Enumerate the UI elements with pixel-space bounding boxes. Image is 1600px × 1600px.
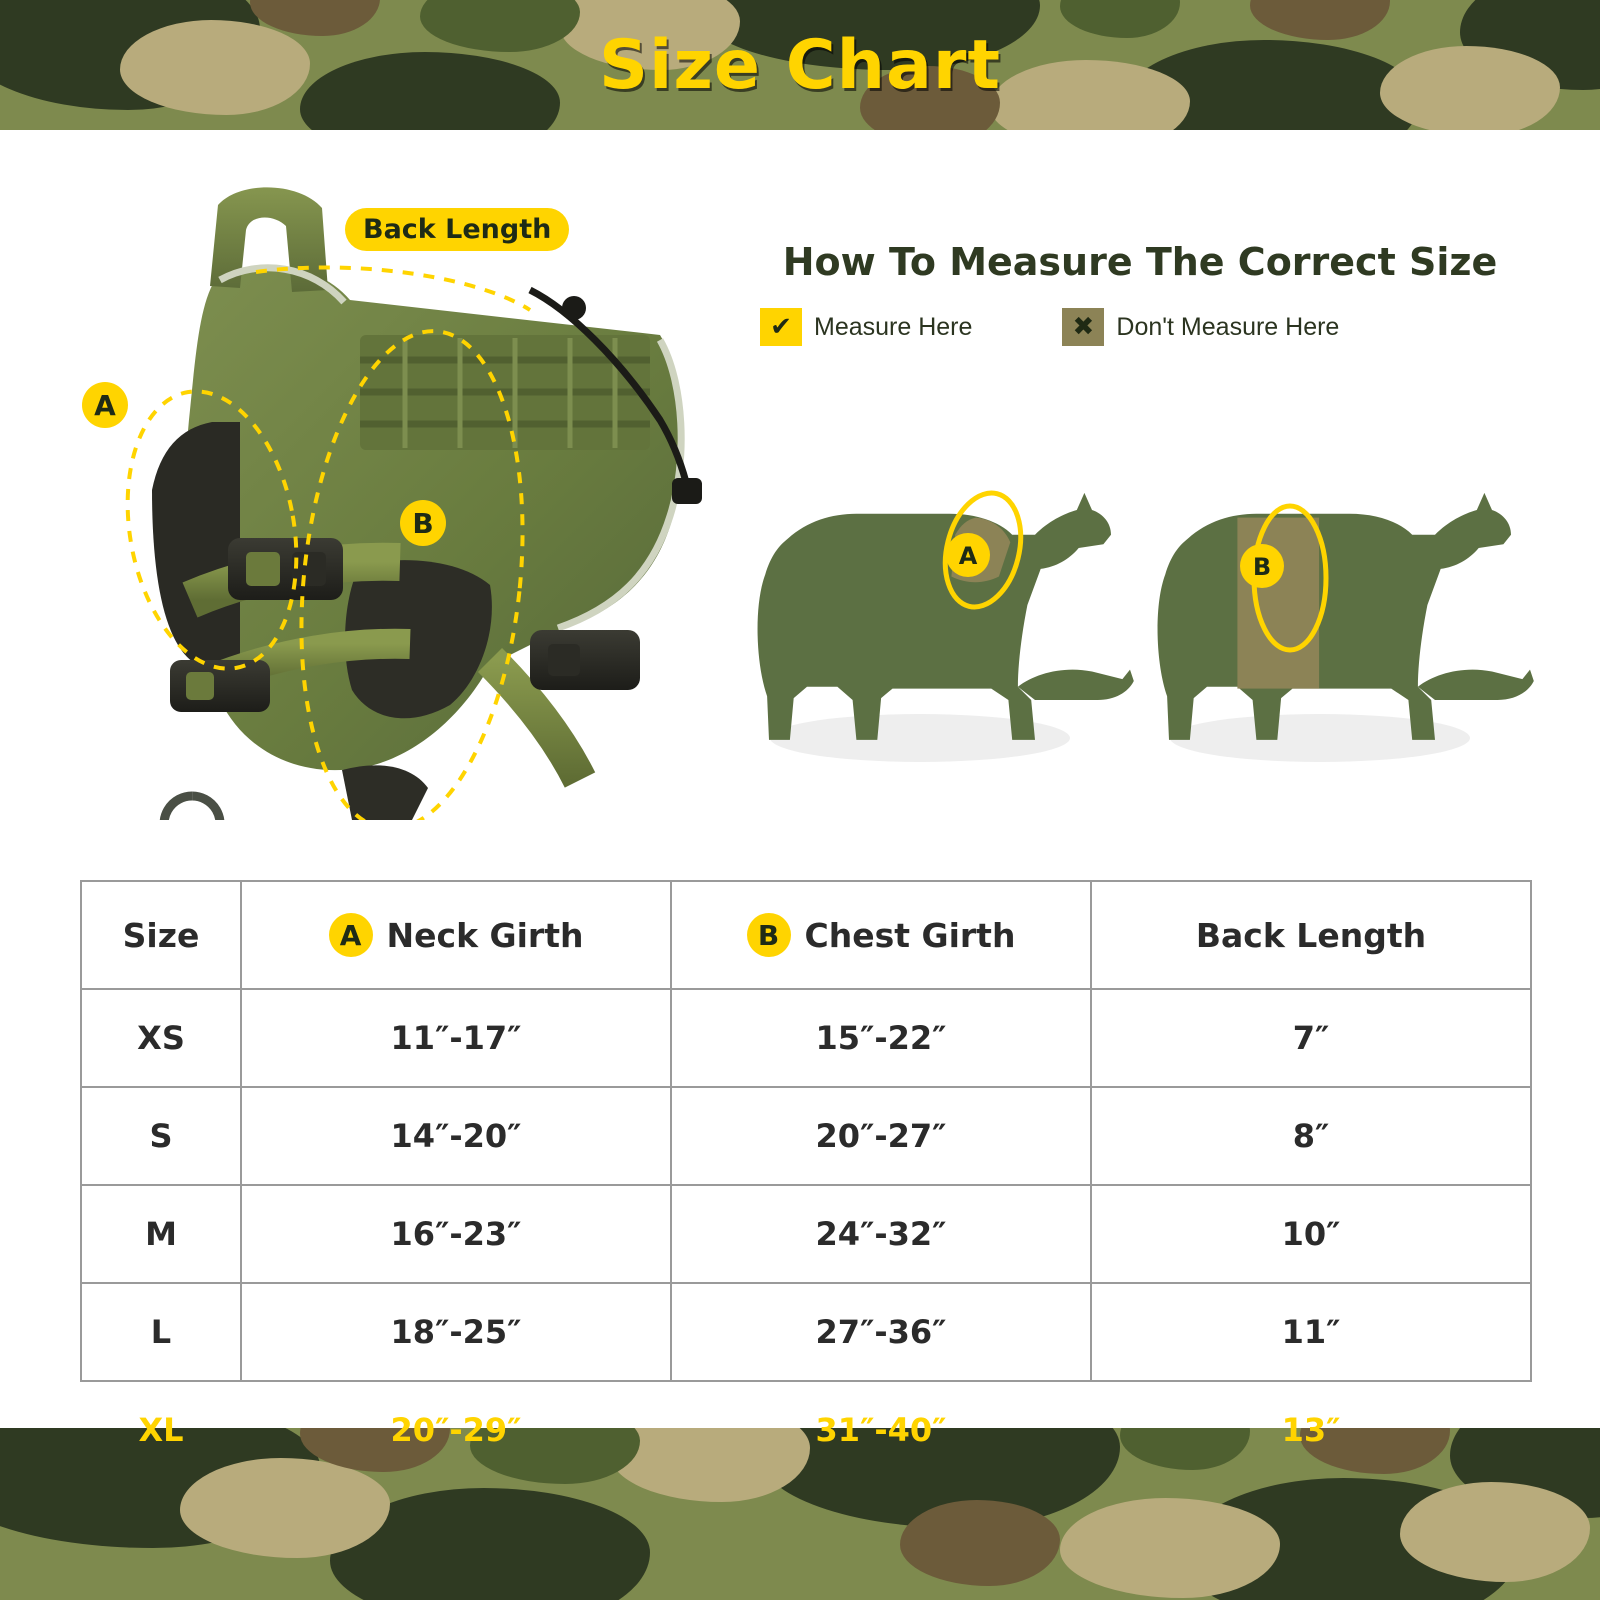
table-header-neck-girth: [241, 881, 671, 989]
cell-back: 8″: [1091, 1087, 1531, 1185]
cell-size: XL: [81, 1381, 241, 1479]
harness-graphic: [60, 160, 710, 820]
legend-label-dont-measure-here: Don't Measure Here: [1116, 312, 1340, 341]
cell-chest: 24″-32″: [671, 1185, 1091, 1283]
cell-chest: 15″-22″: [671, 989, 1091, 1087]
cell-size: L: [81, 1283, 241, 1381]
cross-icon: ✖: [1062, 308, 1104, 346]
table-row: [81, 1185, 1531, 1283]
cell-size: XS: [81, 989, 241, 1087]
cell-back: 11″: [1091, 1283, 1531, 1381]
measure-legend: [740, 308, 1540, 346]
measure-panel-title: How To Measure The Correct Size: [782, 240, 1498, 284]
legend-label-measure-here: Measure Here: [814, 312, 973, 341]
table-row: [81, 1087, 1531, 1185]
size-table-wrapper: [80, 880, 1530, 1480]
table-row: [81, 1283, 1531, 1381]
dog-diagrams-graphic: [740, 370, 1540, 800]
cell-size: M: [81, 1185, 241, 1283]
table-row: [81, 989, 1531, 1087]
cell-back: 13″: [1091, 1381, 1531, 1479]
table-header-neck-label: Neck Girth: [386, 915, 584, 955]
svg-text:B: B: [1252, 553, 1272, 581]
legend-item-dont-measure-here: [1062, 308, 1339, 346]
cell-back: 10″: [1091, 1185, 1531, 1283]
legend-item-measure-here: [760, 308, 972, 346]
cell-chest: 31″-40″: [671, 1381, 1091, 1479]
table-header-chest-label: Chest Girth: [804, 915, 1016, 955]
table-header-chest-girth: [671, 881, 1091, 989]
cell-neck: 20″-29″: [241, 1381, 671, 1479]
badge-b-table: B: [747, 913, 791, 957]
cell-size: S: [81, 1087, 241, 1185]
table-row-highlight: [81, 1381, 1531, 1479]
title-band: [0, 0, 1600, 130]
harness-illustration: [60, 160, 710, 820]
cell-back: 7″: [1091, 989, 1531, 1087]
cell-chest: 27″-36″: [671, 1283, 1091, 1381]
badge-a-table: A: [329, 913, 373, 957]
back-length-callout: Back Length: [345, 208, 569, 251]
badge-b-illustration: B: [400, 500, 446, 546]
cell-neck: 11″-17″: [241, 989, 671, 1087]
table-header-size-label: Size: [122, 915, 200, 955]
table-header-size: [81, 881, 241, 989]
dog-diagrams: [740, 370, 1540, 800]
cell-neck: 18″-25″: [241, 1283, 671, 1381]
check-icon: ✔: [760, 308, 802, 346]
cell-neck: 16″-23″: [241, 1185, 671, 1283]
how-to-measure-panel: [740, 240, 1540, 800]
size-table: [80, 880, 1532, 1480]
table-header-row: [81, 881, 1531, 989]
svg-text:A: A: [958, 542, 978, 570]
cell-chest: 20″-27″: [671, 1087, 1091, 1185]
table-header-back-label: Back Length: [1195, 915, 1427, 955]
cell-neck: 14″-20″: [241, 1087, 671, 1185]
page-title: Size Chart: [599, 25, 1001, 105]
table-header-back-length: [1091, 881, 1531, 989]
badge-a-illustration: A: [82, 382, 128, 428]
